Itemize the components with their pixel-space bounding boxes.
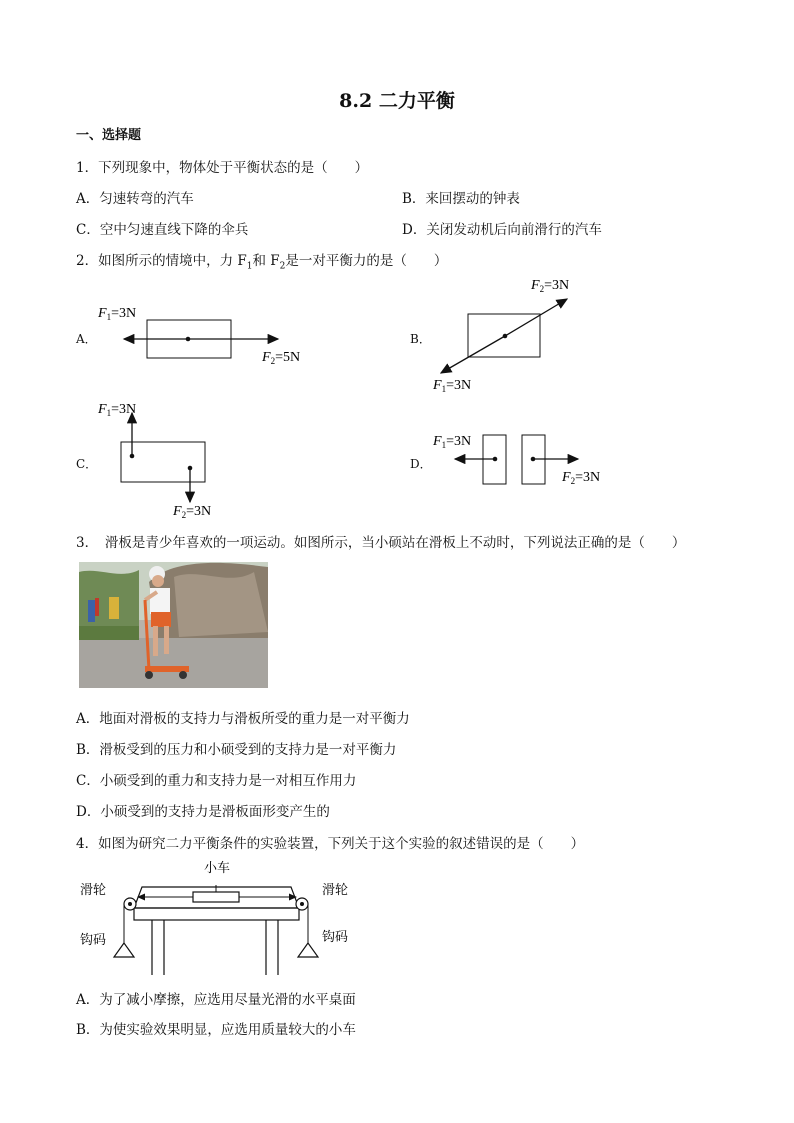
table-edge [134,908,299,920]
label-f2: $F_2=3N$ [173,504,212,520]
q2-diagram-d [425,425,625,495]
label-f2: $F_2=5N$ [262,350,301,366]
scooter-photo [79,562,268,688]
q3-option-b[interactable]: B．滑板受到的压力和小硕受到的支持力是一对平衡力 [76,742,397,758]
q1-option-c[interactable]: C．空中匀速直线下降的伞兵 [76,222,249,238]
q3-option-c[interactable]: C．小硕受到的重力和支持力是一对相互作用力 [76,773,357,789]
q2-diagram-b [425,272,625,397]
q3-option-a[interactable]: A．地面对滑板的支持力与滑板所受的重力是一对平衡力 [76,711,410,727]
dot-f1 [493,457,498,462]
weight-left [114,943,134,957]
q2-option-d-label[interactable]: D． [410,457,432,471]
q4-option-b[interactable]: B．为使实验效果明显，应选用质量较大的小车 [76,1022,356,1038]
q2-option-c-label[interactable]: C． [76,457,98,471]
q4-stem: 4．如图为研究二力平衡条件的实验装置，下列关于这个实验的叙述错误的是（ ） [76,836,585,852]
label-pulley-left: 滑轮 [80,882,107,897]
label-pulley-right: 滑轮 [322,882,349,897]
q2-diagram-c [90,395,260,523]
label-weight-left: 钩码 [80,932,107,947]
q3-option-d[interactable]: D．小硕受到的支持力是滑板面形变产生的 [76,804,330,820]
label-cart: 小车 [204,860,231,875]
q2-stem: 2．如图所示的情境中，力 $F_1$和 $F_2$是一对平衡力的是（ ） [76,253,448,272]
center-dot [503,334,508,339]
dot-f2 [188,466,193,471]
label-f2: $F_2=3N$ [562,470,601,486]
force-arrow-f2 [505,299,567,336]
q1-stem: 1．下列现象中，物体处于平衡状态的是（ ） [76,160,369,176]
label-f1: $F_1=3N$ [98,306,137,322]
q4-apparatus-diagram [76,855,366,980]
q1-option-d[interactable]: D．关闭发动机后向前滑行的汽车 [402,222,602,238]
q3-stem: 3． 滑板是青少年喜欢的一项运动。如图所示，当小硕站在滑板上不动时，下列说法正确的是（ ） [76,535,686,551]
cart [193,892,239,902]
weight-right [298,943,318,957]
q2-diagram-a [90,300,330,375]
dot-f2 [531,457,536,462]
section-heading: 一、选择题 [76,128,142,143]
q1-option-a[interactable]: A．匀速转弯的汽车 [76,191,194,207]
label-f1: $F_1=3N$ [433,378,472,394]
center-dot [186,337,191,342]
label-weight-right: 钩码 [322,929,349,944]
page-title: 8.2 二力平衡 [339,90,455,112]
force-arrow-f1 [441,336,505,373]
label-f2: $F_2=3N$ [531,278,570,294]
q4-option-a[interactable]: A．为了减小摩擦，应选用尽量光滑的水平桌面 [76,992,356,1008]
box [121,442,205,482]
q2-option-a-label[interactable]: A． [76,332,97,346]
label-f1: $F_1=3N$ [98,402,137,418]
dot-f1 [130,454,135,459]
q2-option-b-label[interactable]: B． [410,332,431,346]
label-f1: $F_1=3N$ [433,434,472,450]
q1-option-b[interactable]: B．来回摆动的钟表 [402,191,520,207]
